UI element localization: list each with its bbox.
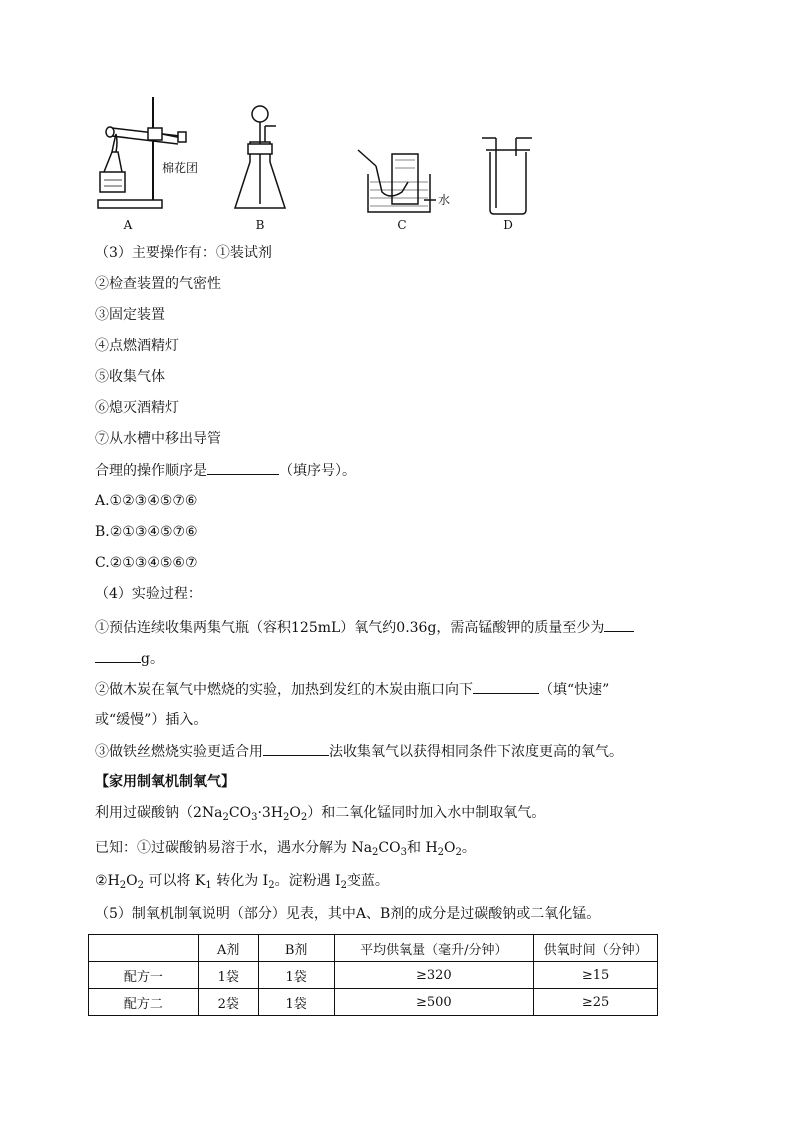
q4-item-3 xyxy=(95,741,623,762)
q3-step-5: ⑤收集气体 xyxy=(95,369,165,385)
known2-prefix: ② xyxy=(95,873,108,889)
apparatus-b xyxy=(235,106,285,208)
oxygen-table xyxy=(88,934,658,1016)
apparatus-d xyxy=(482,138,532,214)
q4-title: （4）实验过程： xyxy=(95,586,202,602)
q3-step-7: ⑦从水槽中移出导管 xyxy=(95,431,221,447)
table-cell: 配方一 xyxy=(89,962,199,989)
intro-sub-3: 2 xyxy=(283,812,290,823)
table-cell: 配方二 xyxy=(89,989,199,1016)
table-cell: ≥500 xyxy=(334,989,534,1016)
q3-answer-blank[interactable] xyxy=(207,460,279,475)
intro-sub-2: 3 xyxy=(251,812,258,823)
q3-title: （3）主要操作有：①装试剂 xyxy=(95,245,272,261)
table-cell: ≥25 xyxy=(534,989,658,1016)
table-header-cell: 平均供氧量（毫升/分钟） xyxy=(334,935,534,962)
label-a: A xyxy=(123,218,133,232)
section-known-2: $②H_2O_2$ 可以将 $K_1$ 转化为 $I_2$。淀粉遇 $I_2$变蓝。 xyxy=(95,873,389,891)
table-row xyxy=(89,989,658,1016)
section-title: 【家用制氧机制氧气】 xyxy=(95,774,235,790)
known1-end: 。 xyxy=(461,840,476,856)
intro-sub-1: 2 xyxy=(222,812,229,823)
q4-item-2-after: （填“快速” xyxy=(539,682,610,698)
q4-item-3-after: 法收集氧气以获得相同条件下浓度更高的氧气。 xyxy=(329,744,623,760)
table-cell: 1袋 xyxy=(198,962,258,989)
q3-option-a: A.①②③④⑤⑦⑥ xyxy=(95,493,198,509)
table-header-cell xyxy=(89,935,199,962)
table-header-cell: B剂 xyxy=(258,935,334,962)
q4-item-3-before: ③做铁丝燃烧实验更适合用 xyxy=(95,744,263,760)
apparatus-c xyxy=(358,150,436,212)
table-header-cell: 供氧时间（分钟） xyxy=(534,935,658,962)
intro-sub-4: 2 xyxy=(300,812,308,823)
q4-item-2-before: ②做木炭在氧气中燃烧的实验，加热到发红的木炭由瓶口向下 xyxy=(95,682,473,698)
section-intro xyxy=(95,803,545,823)
q4-item-1-blank-cont[interactable] xyxy=(95,648,141,663)
table-cell: 2袋 xyxy=(198,989,258,1016)
intro-text-4: O xyxy=(289,805,301,821)
q3-step-4: ④点燃酒精灯 xyxy=(95,338,179,354)
q3-option-b: B.②①③④⑤⑦⑥ xyxy=(95,524,198,540)
q4-item-3-blank[interactable] xyxy=(263,741,329,756)
intro-text-1: 利用过碳酸钠（2Na xyxy=(95,805,223,821)
intro-text-3: ·3H xyxy=(257,805,284,821)
known2-end: 变蓝。 xyxy=(346,873,389,889)
label-c: C xyxy=(397,218,407,232)
q5-text: （5）制氧机制氧说明（部分）见表，其中A、B剂的成分是过碳酸钠或二氧化锰。 xyxy=(95,906,601,922)
table-row xyxy=(89,962,658,989)
table-cell: 1袋 xyxy=(258,989,334,1016)
q4-item-1-blank[interactable] xyxy=(604,617,634,632)
q4-item-1-unit: g。 xyxy=(141,651,164,667)
known2-mid: 。淀粉遇 xyxy=(274,873,331,889)
table-header-row xyxy=(89,935,658,962)
q3-prompt xyxy=(95,460,356,481)
intro-text-2: CO xyxy=(228,805,252,821)
section-known-1: 已知：①过碳酸钠易溶于水，遇水分解为 $Na_2CO_3$和 $H_2O_2$。 xyxy=(95,840,476,858)
q3-option-c: C.②①③④⑤⑥⑦ xyxy=(95,555,198,571)
label-d: D xyxy=(503,218,513,232)
q4-item-1-cont xyxy=(95,648,164,669)
q4-item-2-cont: 或“缓慢”）插入。 xyxy=(95,712,208,728)
q4-item-2-blank[interactable] xyxy=(473,679,539,694)
q3-prompt-after: （填序号）。 xyxy=(279,463,356,479)
known1-text: 已知：①过碳酸钠易溶于水，遇水分解为 Na xyxy=(95,840,373,856)
label-b: B xyxy=(255,218,265,232)
q3-step-6: ⑥熄灭酒精灯 xyxy=(95,400,179,416)
q4-item-2 xyxy=(95,679,609,700)
q3-prompt-before: 合理的操作顺序是 xyxy=(95,463,207,479)
apparatus-figure xyxy=(90,92,550,232)
table-header-cell: A剂 xyxy=(198,935,258,962)
known2-text: 可以将 xyxy=(148,873,191,889)
label-cotton: 棉花团 xyxy=(162,161,199,175)
q3-step-3: ③固定装置 xyxy=(95,307,165,323)
table-cell: ≥320 xyxy=(334,962,534,989)
apparatus-a xyxy=(98,97,186,208)
intro-text-5: ）和二氧化锰同时加入水中制取氧气。 xyxy=(307,805,546,821)
q4-item-1-text: ①预估连续收集两集气瓶（容积125mL）氧气约0.36g，需高锰酸钾的质量至少为 xyxy=(95,620,605,636)
table-cell: ≥15 xyxy=(534,962,658,989)
q4-item-1 xyxy=(95,617,634,638)
q3-step-2: ②检查装置的气密性 xyxy=(95,276,221,292)
label-water: 水 xyxy=(438,193,451,207)
table-cell: 1袋 xyxy=(258,962,334,989)
